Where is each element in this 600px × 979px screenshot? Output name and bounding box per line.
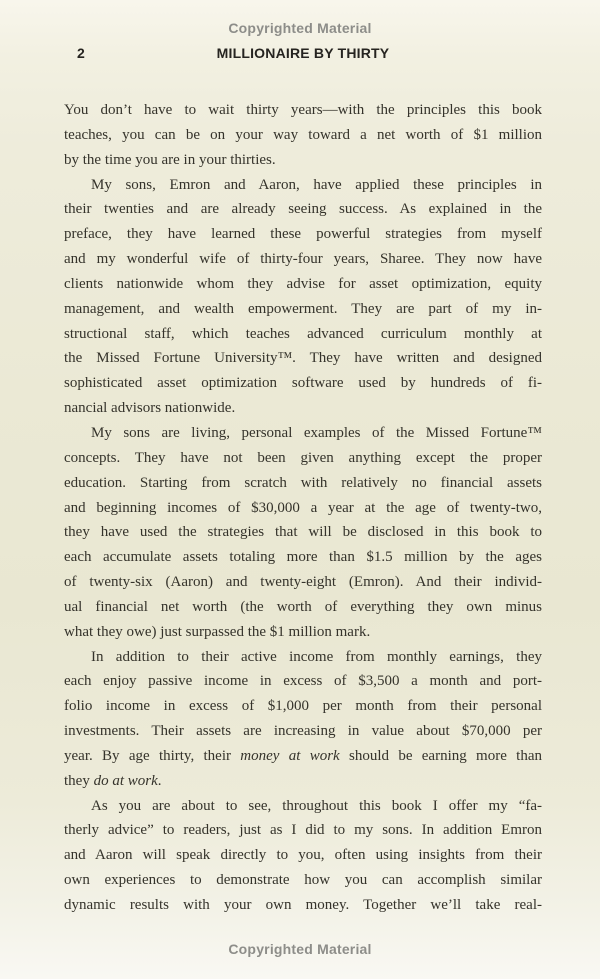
text-line <box>64 669 542 694</box>
text-segment: management, and wealth empowerment. They are part of my in- <box>64 300 542 317</box>
text-line <box>64 148 542 173</box>
text-segment: of twenty-six (Aaron) and twenty-eight (Emron). And their individ- <box>64 574 542 591</box>
paragraph <box>64 98 542 173</box>
text-line <box>64 297 542 322</box>
copyright-notice-bottom: Copyrighted Material <box>228 941 372 957</box>
text-segment: and beginning incomes of $30,000 a year at the age of twenty-two, <box>64 499 542 516</box>
text-line <box>64 322 542 347</box>
text-line <box>64 421 542 446</box>
text-line <box>64 272 542 297</box>
text-segment: own experiences to demonstrate how you can accomplish similar <box>64 872 542 889</box>
text-segment: My sons, Emron and Aaron, have applied these principles in <box>91 176 542 193</box>
body-text <box>64 98 542 918</box>
text-segment: You don’t have to wait thirty years—with the principles this book <box>64 102 542 118</box>
text-line <box>64 471 542 496</box>
text-segment: As you are about to see, throughout this book I offer my “fa- <box>91 797 542 814</box>
text-segment: each enjoy passive income in excess of $3,500 a month and port- <box>64 673 542 690</box>
text-line <box>64 123 542 148</box>
running-title: MILLIONAIRE BY THIRTY <box>216 45 390 61</box>
text-line <box>64 545 542 570</box>
page-number: 2 <box>77 45 85 61</box>
text-segment: the Missed Fortune University™. They have written and designed <box>64 350 542 367</box>
text-segment: by the time you are in your thirties. <box>64 151 276 168</box>
text-line <box>64 446 542 471</box>
text-segment: year. By age thirty, their <box>64 747 241 764</box>
text-line <box>64 818 542 843</box>
paragraph <box>64 173 542 421</box>
copyright-notice-top: Copyrighted Material <box>228 20 372 36</box>
text-line <box>64 222 542 247</box>
text-line <box>64 843 542 868</box>
text-line <box>64 346 542 371</box>
text-line <box>64 769 542 794</box>
text-segment: they <box>64 772 94 789</box>
text-line <box>64 719 542 744</box>
text-segment: investments. Their assets are increasing in value about $70,000 per <box>64 723 542 740</box>
text-line <box>64 520 542 545</box>
text-line <box>64 98 542 123</box>
text-segment: . <box>157 772 162 789</box>
text-segment: ual financial net worth (the worth of everything they own minus <box>64 598 542 615</box>
text-segment: education. Starting from scratch with relatively no financial assets <box>64 474 542 491</box>
text-segment: nancial advisors nationwide. <box>64 400 236 417</box>
text-line <box>64 620 542 645</box>
page-header <box>64 45 542 63</box>
text-line <box>64 371 542 396</box>
text-line <box>64 893 542 918</box>
text-line <box>64 570 542 595</box>
text-line <box>64 794 542 819</box>
text-segment: sophisticated asset optimization software used by hundreds of fi- <box>64 375 542 392</box>
italic-text: money at work <box>240 747 340 764</box>
text-segment: In addition to their active income from monthly earnings, they <box>91 648 542 665</box>
paragraph <box>64 645 542 794</box>
text-segment: structional staff, which teaches advanced curriculum monthly at <box>64 325 542 342</box>
text-segment: clients nationwide whom they advise for asset optimization, equity <box>64 275 542 292</box>
text-segment: and my wonderful wife of thirty-four years, Sharee. They now have <box>64 251 542 268</box>
text-line <box>64 247 542 272</box>
text-segment: their twenties and are already seeing success. As explained in the <box>64 201 542 218</box>
text-line <box>64 645 542 670</box>
paragraph <box>64 794 542 918</box>
text-segment: they have used the strategies that will be disclosed in this book to <box>64 524 542 541</box>
text-line <box>64 197 542 222</box>
text-segment: My sons are living, personal examples of the Missed Fortune™ <box>91 424 542 441</box>
text-line <box>64 744 542 769</box>
text-line <box>64 173 542 198</box>
italic-text: do at work <box>93 772 158 789</box>
text-line <box>64 868 542 893</box>
text-segment: therly advice” to readers, just as I did to my sons. In addition Emron <box>64 822 542 839</box>
paragraph <box>64 421 542 645</box>
text-segment: each accumulate assets totaling more than $1.5 million by the ages <box>64 549 542 566</box>
text-segment: preface, they have learned these powerful strategies from myself <box>64 226 542 243</box>
text-line <box>64 595 542 620</box>
text-segment: concepts. They have not been given anything except the proper <box>64 449 542 466</box>
text-segment: dynamic results with your own money. Together we’ll take real- <box>64 897 542 913</box>
text-segment: and Aaron will speak directly to you, often using insights from their <box>64 847 542 864</box>
text-segment: what they owe) just surpassed the $1 million mark. <box>64 623 371 640</box>
text-segment: should be earning more than <box>339 747 542 764</box>
text-line <box>64 694 542 719</box>
text-segment: folio income in excess of $1,000 per month from their personal <box>64 698 542 715</box>
text-line <box>64 396 542 421</box>
text-segment: teaches, you can be on your way toward a net worth of $1 million <box>64 126 542 143</box>
text-line <box>64 496 542 521</box>
